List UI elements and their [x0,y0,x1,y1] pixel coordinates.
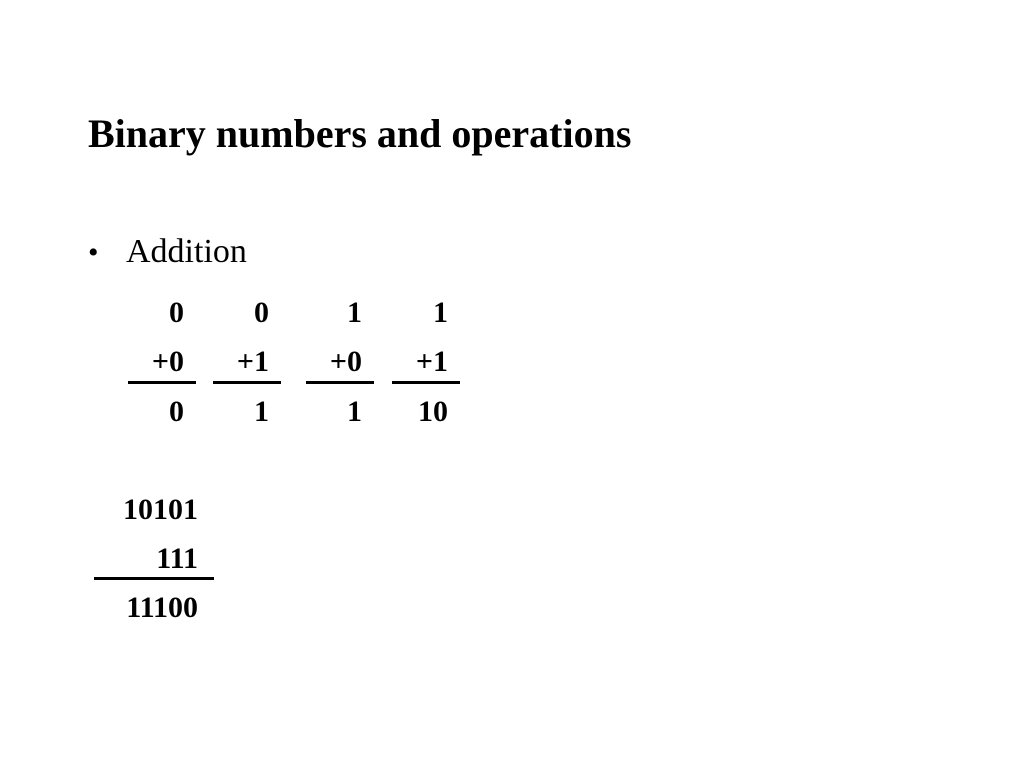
column-3-sum-line [306,381,374,384]
column-4-result: 10 [418,395,448,428]
column-2-sum-line [213,381,281,384]
bullet-item-addition [88,232,247,273]
column-3-top-digit: 1 [347,296,362,329]
column-4-sum-line [392,381,460,384]
example-sum-line [94,577,214,580]
example-first-operand: 10101 [123,493,198,526]
slide-title: Binary numbers and operations [88,111,632,156]
column-4-addend: +1 [415,345,448,378]
column-3-addend: +0 [329,345,362,378]
column-2-result: 1 [254,395,269,428]
column-3-result: 1 [347,395,362,428]
column-1-sum-line [128,381,196,384]
column-2-addend: +1 [236,345,269,378]
column-4-top-digit: 1 [433,296,448,329]
example-sum: 11100 [126,591,198,624]
column-1-result: 0 [169,395,184,428]
column-1-top-digit: 0 [169,296,184,329]
column-1-addend: +0 [151,345,184,378]
column-2-top-digit: 0 [254,296,269,329]
bullet-label: Addition [126,233,247,270]
bullet-marker: • [88,236,99,269]
example-second-operand: 111 [156,542,198,575]
